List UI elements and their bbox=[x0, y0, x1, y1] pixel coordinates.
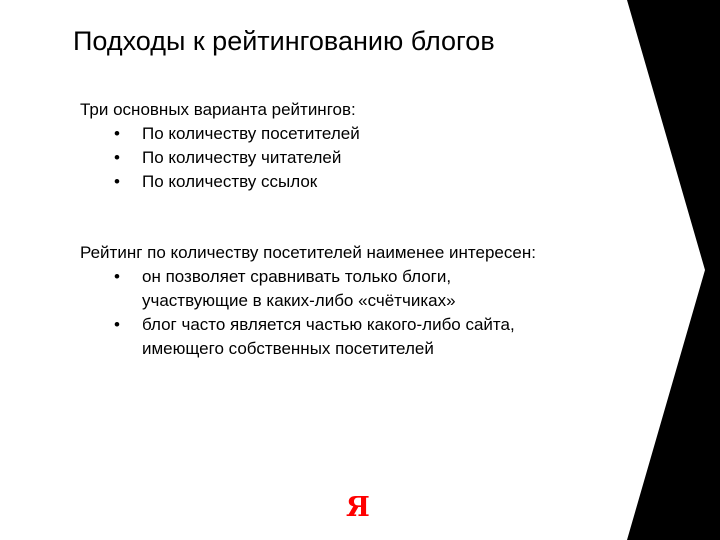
list-item-text-continued: участвующие в каких-либо «счётчиках» bbox=[142, 291, 456, 310]
bullet-icon: • bbox=[114, 172, 120, 191]
list-item-text-continued: имеющего собственных посетителей bbox=[142, 339, 434, 358]
section-intro: Три основных варианта рейтингов: bbox=[80, 100, 356, 119]
bullet-icon: • bbox=[114, 315, 120, 334]
list-item bbox=[80, 313, 640, 361]
bullet-list bbox=[80, 265, 640, 361]
list-item bbox=[80, 265, 640, 313]
section-intro: Рейтинг по количеству посетителей наименее интересен: bbox=[80, 243, 536, 262]
bullet-icon: • bbox=[114, 267, 120, 286]
list-item-text: По количеству посетителей bbox=[142, 124, 360, 143]
black-chevron-band bbox=[627, 0, 720, 540]
slide-body bbox=[80, 98, 640, 361]
rating-variants-section bbox=[80, 98, 640, 194]
list-item bbox=[80, 122, 640, 146]
list-item-text: он позволяет сравнивать только блоги, bbox=[142, 267, 452, 286]
bullet-icon: • bbox=[114, 124, 120, 143]
bullet-list bbox=[80, 122, 640, 194]
list-item-text: блог часто является частью какого-либо сайта, bbox=[142, 315, 515, 334]
visitor-rating-section bbox=[80, 241, 640, 361]
bullet-icon: • bbox=[114, 148, 120, 167]
list-item-text: По количеству читателей bbox=[142, 148, 342, 167]
list-item-text: По количеству ссылок bbox=[142, 172, 318, 191]
list-item bbox=[80, 170, 640, 194]
slide-title: Подходы к рейтингованию блогов bbox=[73, 26, 495, 56]
yandex-logo-icon: Я bbox=[346, 492, 370, 523]
list-item bbox=[80, 146, 640, 170]
